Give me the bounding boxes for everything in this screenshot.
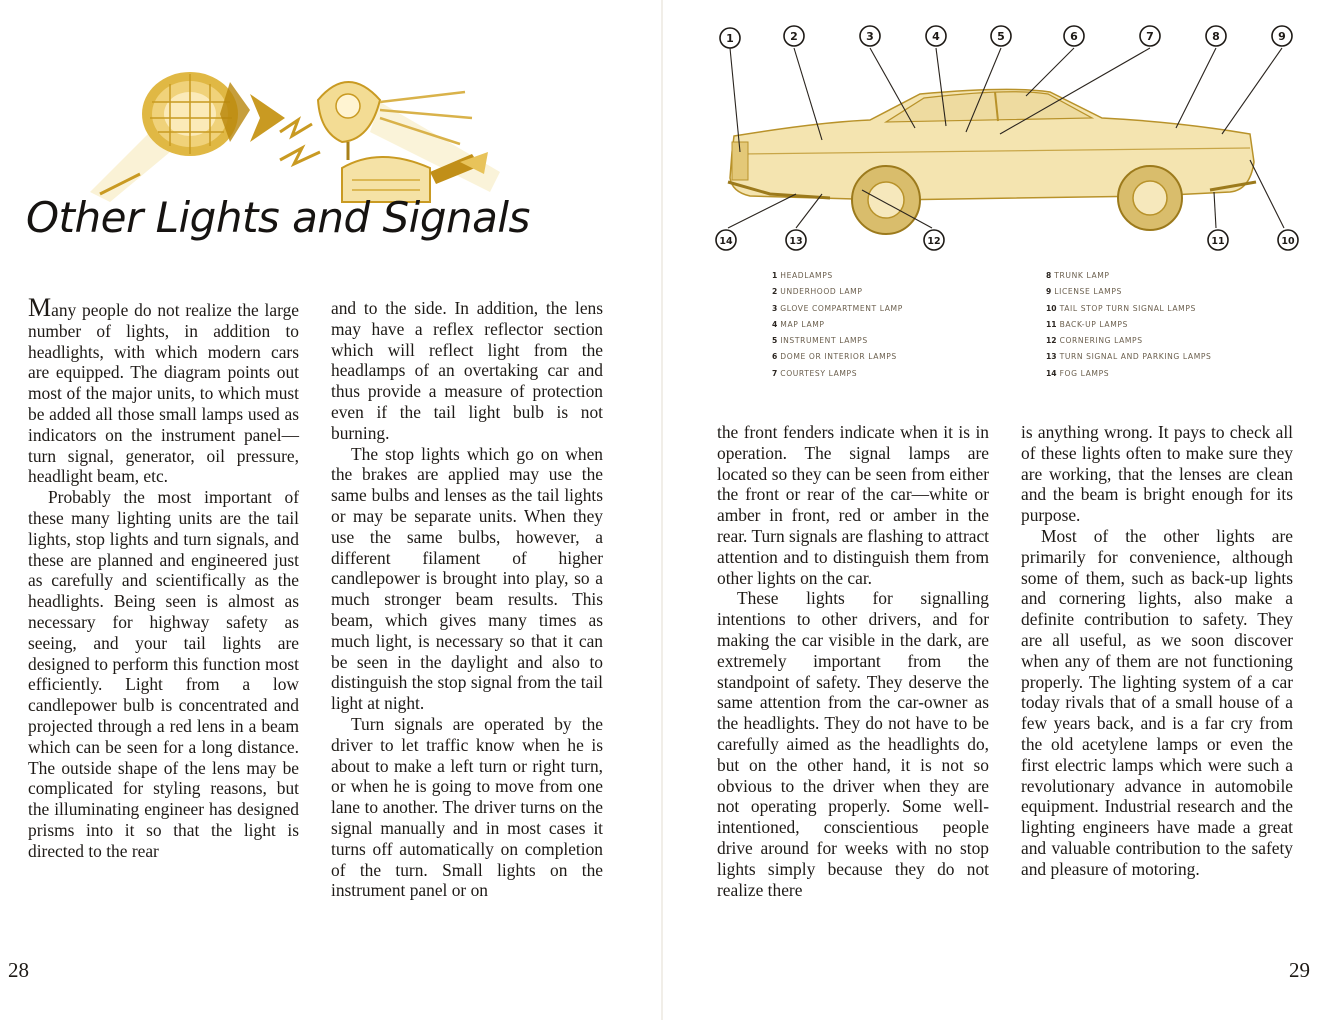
- paragraph: and to the side. In addition, the lens may have a reflex reflector section which will reflect light from the headlamps of an overtaking car and thus provide a measure of protection even if the tail light bulb is not burning.: [331, 298, 603, 443]
- page-number: 29: [1289, 958, 1310, 982]
- legend-item: 4 MAP LAMP: [772, 319, 825, 329]
- callout-6: [1064, 26, 1084, 46]
- text-column-3: [717, 422, 989, 900]
- callout-13: [786, 230, 806, 250]
- legend-item: 11 BACK-UP LAMPS: [1046, 319, 1128, 329]
- svg-text:11: 11: [1211, 236, 1225, 247]
- legend-item: 13 TURN SIGNAL AND PARKING LAMPS: [1046, 352, 1212, 362]
- left-page: [0, 0, 662, 1020]
- legend-item: 8 TRUNK LAMP: [1046, 271, 1110, 280]
- callout-9: [1272, 26, 1292, 46]
- callout-8: [1206, 26, 1226, 46]
- paragraph-text: any people do not realize the large number of lights, in addition to headlights, with which modern cars are equipped. The diagram points out most of the major units, to which must be added all those small lamps used as indicators on the instrument panel—turn signal, generator, oil pressure, headlight beam, etc.: [28, 300, 299, 487]
- callout-11: [1208, 230, 1228, 250]
- paragraph: the front fenders indicate when it is in operation. The signal lamps are located so they can be seen from either the front or rear of the car—white or amber in front, red or amber in the rear. Turn signals are flashing to attract attention and to distinguish them from other lights on the car.: [717, 422, 989, 588]
- lights-illustration: [80, 62, 500, 210]
- car-lighting-diagram: [710, 22, 1305, 257]
- drop-cap: M: [28, 293, 52, 322]
- legend-item: 10 TAIL STOP TURN SIGNAL LAMPS: [1046, 303, 1196, 313]
- car-illustration: [728, 89, 1256, 234]
- text-column-4: [1021, 422, 1293, 880]
- legend-item: 12 CORNERING LAMPS: [1046, 336, 1143, 346]
- text-column-2: [331, 298, 603, 901]
- paragraph: [28, 293, 299, 487]
- paragraph: Probably the most important of these many lighting units are the tail lights, stop lights and turn signals, and these are planned and engineered just as carefully and scientifically as the headlights. Being seen is almost as necessary for highway safety as seeing, and your tail lights are designed to perform this function most efficiently. Light from a low candlepower bulb is concentrated and projected through a red lens in a beam which can be seen for a long distance. The outside shape of the lens may be complicated for styling reasons, but the illuminating engineer has designed prisms into it so that the light is directed to the rear: [28, 487, 299, 861]
- page-title: Other Lights and Signals: [26, 193, 530, 242]
- paragraph: Turn signals are operated by the driver to let traffic know when he is about to make a left turn or right turn, or when he is going to move from one lane to another. The driver turns on the signal manually and in most cases it turns off automatically on completion of the turn. Small lights on the instrument panel or on: [331, 713, 603, 901]
- callout-10: [1278, 230, 1298, 250]
- svg-text:6: 6: [1070, 30, 1078, 43]
- page-number: 28: [8, 958, 29, 982]
- callout-5: [991, 26, 1011, 46]
- svg-text:4: 4: [932, 30, 940, 43]
- reflector-icon: [318, 82, 380, 160]
- legend-item: 3 GLOVE COMPARTMENT LAMP: [772, 303, 903, 313]
- text-column-1: [28, 293, 299, 862]
- callout-4: [926, 26, 946, 46]
- svg-text:9: 9: [1278, 30, 1286, 43]
- callout-1: [720, 28, 740, 48]
- callout-2: [784, 26, 804, 46]
- svg-text:14: 14: [719, 236, 733, 247]
- svg-text:13: 13: [789, 236, 803, 247]
- callout-7: [1140, 26, 1160, 46]
- legend-item: 1 HEADLAMPS: [772, 271, 833, 280]
- svg-text:3: 3: [866, 30, 874, 43]
- svg-text:12: 12: [927, 236, 941, 247]
- legend-item: 9 LICENSE LAMPS: [1046, 287, 1122, 297]
- svg-text:5: 5: [997, 30, 1005, 43]
- legend-item: 6 DOME OR INTERIOR LAMPS: [772, 352, 897, 362]
- legend-item: 2 UNDERHOOD LAMP: [772, 287, 863, 297]
- paragraph: These lights for signalling intentions to other drivers, and for making the car visible in the dark, are extremely important from the standpoint of safety. They deserve the same attention from the car-owner as the headlights. They do not have to be carefully aimed as the headlights do, but on the other hand, it is not so obvious to the driver when they are not operating properly. Some well-intentioned, conscientious people drive around for weeks with no stop lights simply because they do not realize there: [717, 588, 989, 900]
- svg-text:10: 10: [1281, 236, 1295, 247]
- svg-text:8: 8: [1212, 30, 1220, 43]
- lens-icon: [142, 72, 250, 156]
- legend-right: [1046, 268, 1306, 382]
- callout-14: [716, 230, 736, 250]
- paragraph: The stop lights which go on when the brakes are applied may use the same bulbs and lenses as the tail lights or may be separate units. When they use the same bulbs, however, a different filament of higher candlepower is brought into play, so a much stronger beam results. This beam, which gives many times as much light, is necessary so that it can be seen in the daylight and also to distinguish the stop signal from the tail light at night.: [331, 443, 603, 714]
- callout-12: [924, 230, 944, 250]
- svg-text:1: 1: [726, 32, 734, 45]
- svg-text:7: 7: [1146, 30, 1154, 43]
- svg-text:2: 2: [790, 30, 798, 43]
- legend-left: [772, 268, 1022, 382]
- legend-item: 5 INSTRUMENT LAMPS: [772, 336, 868, 346]
- legend-item: 7 COURTESY LAMPS: [772, 368, 858, 378]
- paragraph: is anything wrong. It pays to check all of these lights often to make sure they are working, that the lenses are clean and the beam is bright enough for its purpose.: [1021, 422, 1293, 526]
- legend-item: 14 FOG LAMPS: [1046, 368, 1110, 378]
- paragraph: Most of the other lights are primarily for convenience, although some of them, such as back-up lights and cornering lights, also make a definite contribution to safety. They are all useful, as we soon discover when any of them are not functioning properly. The lighting system of a car today rivals that of a small house of a few years back, and is a far cry from the old acetylene lamps or even the first electric lamps which were such a revolutionary advance in automobile equipment. Industrial research and the lighting engineers have made a great and valuable contribution to the safety and pleasure of motoring.: [1021, 525, 1293, 879]
- callout-3: [860, 26, 880, 46]
